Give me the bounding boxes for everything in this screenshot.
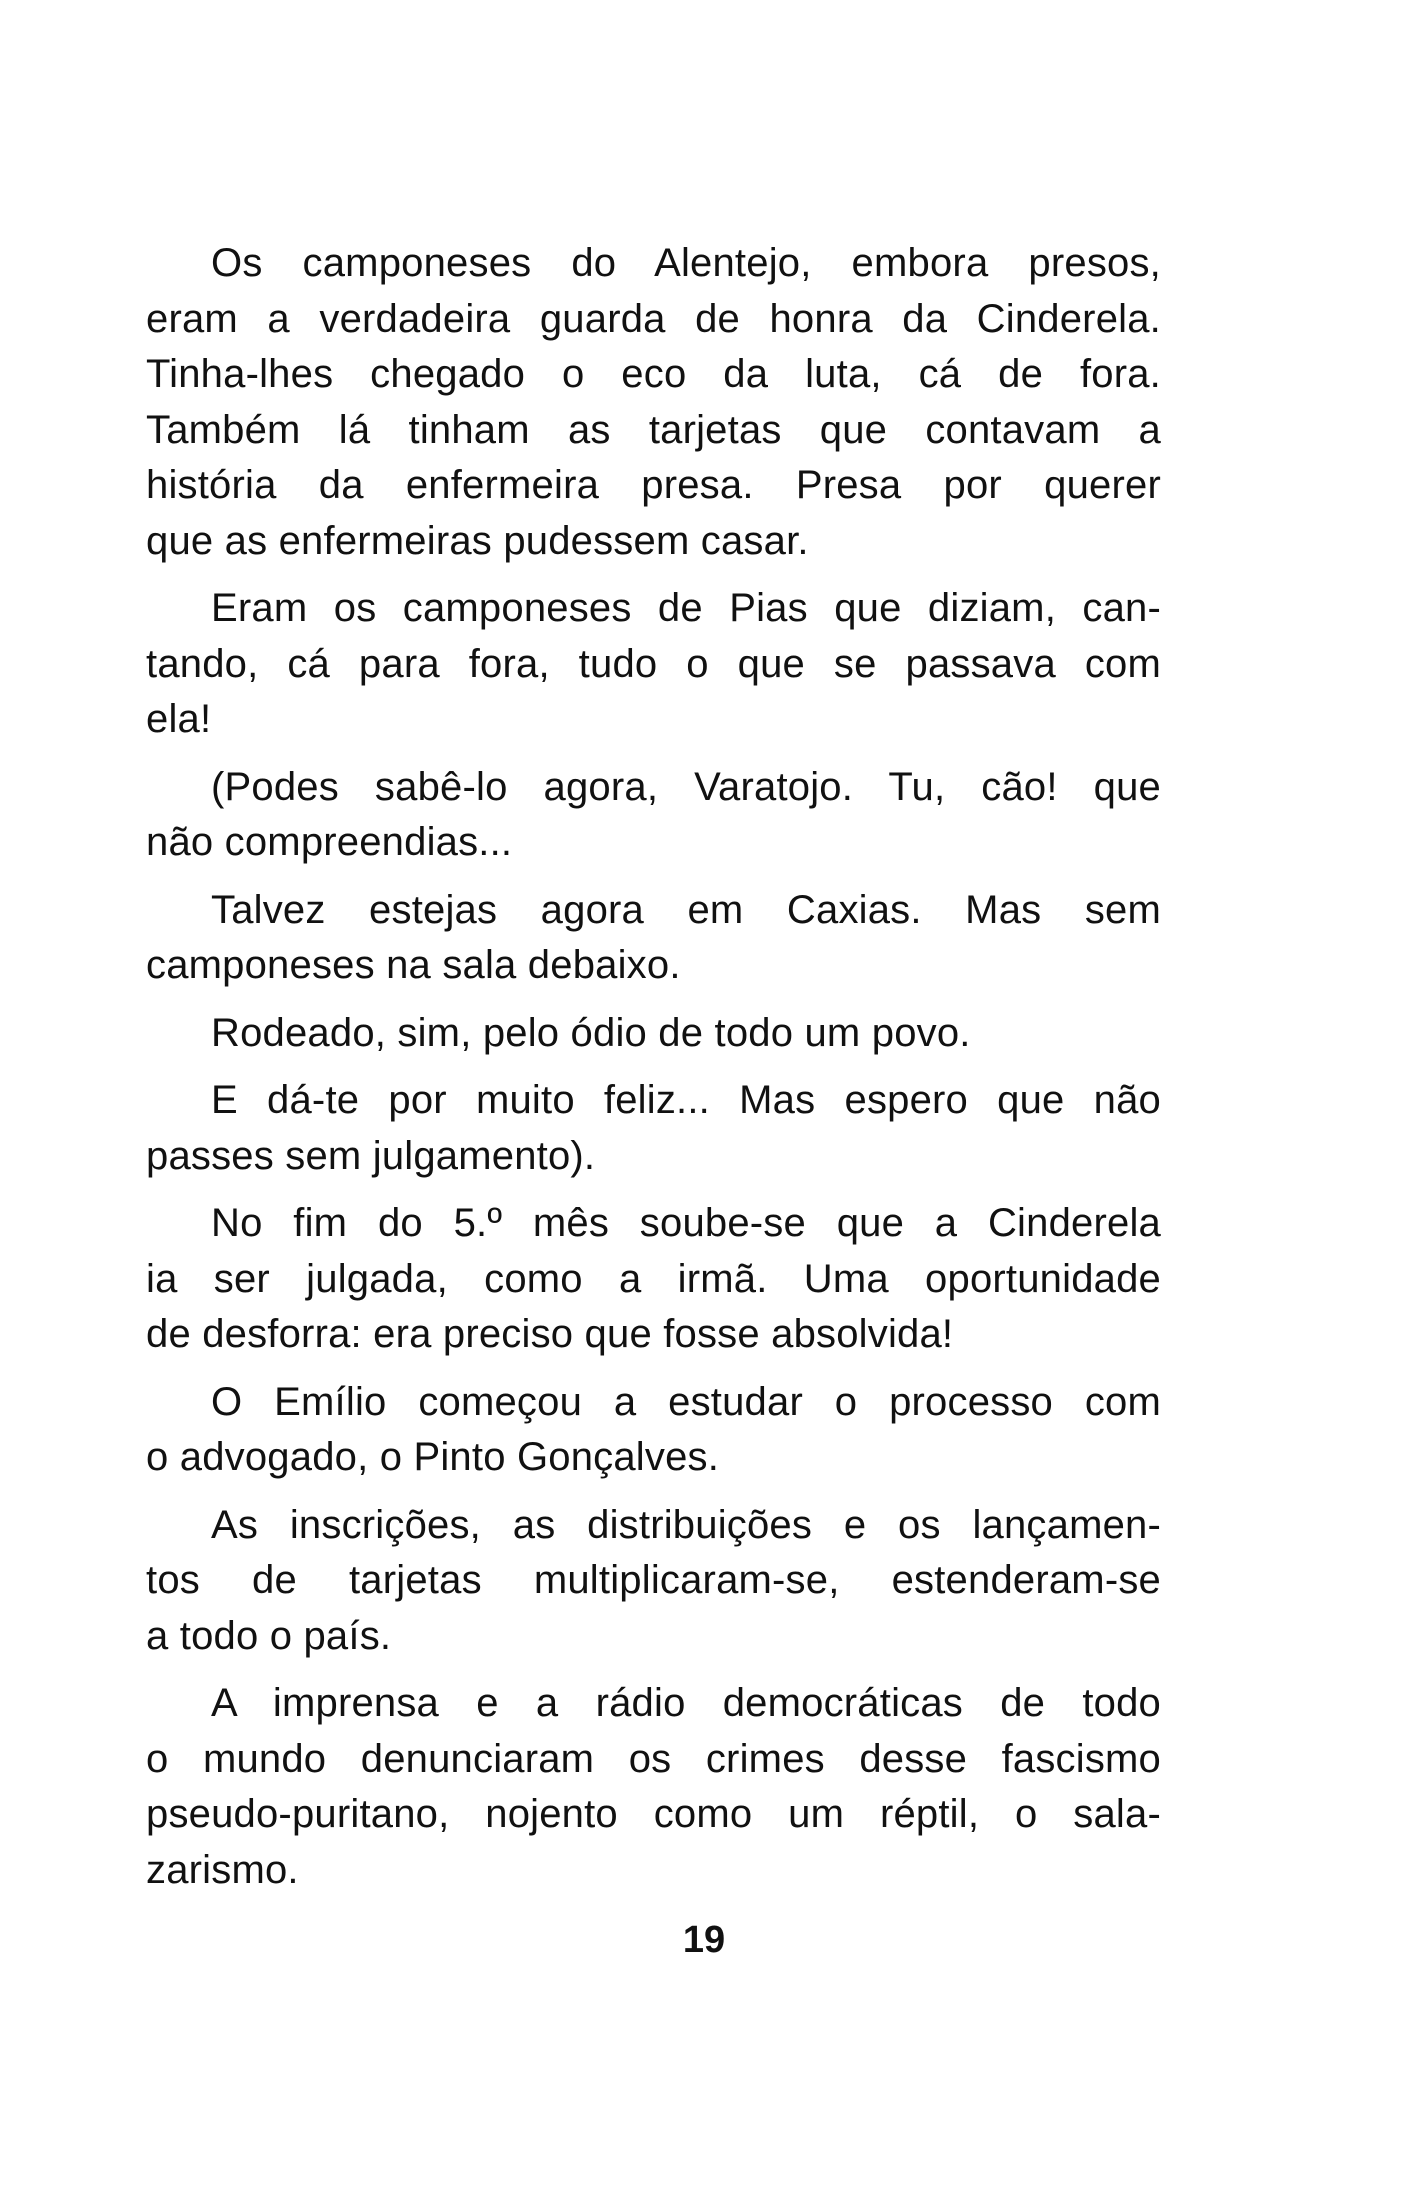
text-line: a todo o país.: [146, 1613, 392, 1658]
text-line: camponeses na sala debaixo.: [146, 943, 681, 987]
text-line: Eram os camponeses de Pias que diziam, can-: [211, 586, 1161, 630]
text-line: não compreendias...: [146, 820, 513, 864]
text-line: ela!: [146, 697, 212, 741]
text-line: tos de tarjetas multiplicaram-se, estenderam-se: [146, 1558, 1161, 1602]
text-line: pseudo-puritano, nojento como um réptil, o sala-: [146, 1792, 1161, 1836]
text-line: o mundo denunciaram os crimes desse fascismo: [146, 1736, 1161, 1781]
paragraph: [146, 883, 1161, 994]
text-line: A imprensa e a rádio democráticas de todo: [211, 1681, 1161, 1725]
paragraph: [146, 1196, 1161, 1363]
text-line: tando, cá para fora, tudo o que se passava com: [146, 641, 1161, 686]
text-line: Também lá tinham as tarjetas que contavam a: [146, 407, 1161, 452]
text-line: história da enfermeira presa. Presa por querer: [146, 463, 1161, 507]
text-line: eram a verdadeira guarda de honra da Cinderela.: [146, 296, 1161, 341]
paragraph: [146, 236, 1161, 569]
text-line: Rodeado, sim, pelo ódio de todo um povo.: [211, 1010, 971, 1055]
text-line: o advogado, o Pinto Gonçalves.: [146, 1435, 720, 1479]
paragraph: [146, 581, 1161, 748]
text-line: E dá-te por muito feliz... Mas espero que não: [211, 1078, 1161, 1122]
text-line: Talvez estejas agora em Caxias. Mas sem: [211, 887, 1161, 932]
page-number: 19: [682, 1919, 726, 1961]
text-line: de desforra: era preciso que fosse absolvida!: [146, 1312, 954, 1356]
text-line: passes sem julgamento).: [146, 1133, 596, 1178]
paragraph: [146, 1073, 1161, 1184]
paragraph: [146, 760, 1161, 871]
text-line: zarismo.: [146, 1847, 299, 1892]
paragraph: [146, 1375, 1161, 1486]
paragraph: [146, 1498, 1161, 1665]
text-line: que as enfermeiras pudessem casar.: [146, 518, 809, 563]
body-text: [146, 236, 1161, 1898]
text-line: Os camponeses do Alentejo, embora presos,: [211, 241, 1161, 285]
text-line: No fim do 5.º mês soube-se que a Cinderela: [211, 1201, 1161, 1245]
paragraph: [146, 1006, 1161, 1062]
text-line: ia ser julgada, como a irmã. Uma oportunidade: [146, 1256, 1161, 1301]
text-line: O Emílio começou a estudar o processo com: [211, 1379, 1161, 1424]
text-line: (Podes sabê-lo agora, Varatojo. Tu, cão! que: [211, 764, 1161, 809]
text-line: As inscrições, as distribuições e os lançamen-: [211, 1502, 1161, 1547]
text-line: Tinha-lhes chegado o eco da luta, cá de fora.: [146, 352, 1161, 396]
paragraph: [146, 1676, 1161, 1898]
